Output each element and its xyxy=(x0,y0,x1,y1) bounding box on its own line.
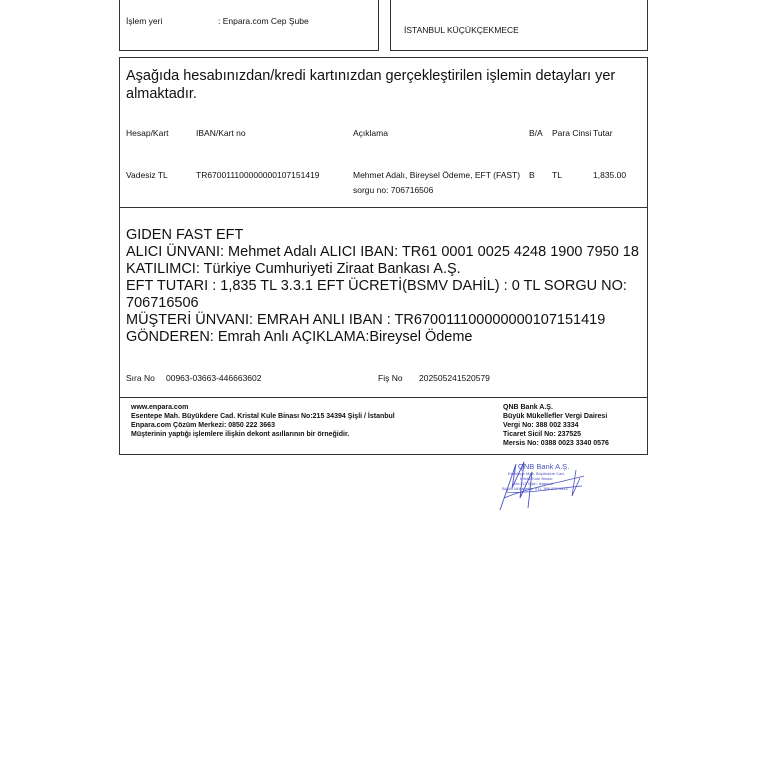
details-line-7: GÖNDEREN: Emrah Anlı AÇIKLAMA:Bireysel Ödeme xyxy=(126,329,473,345)
stamp-line-2: Kristal Kule Binası xyxy=(520,476,553,481)
islem-yeri-value: : Enpara.com Cep Şube xyxy=(218,16,309,26)
header-hesap: Hesap/Kart xyxy=(126,128,169,138)
row-ba: B xyxy=(529,170,535,180)
footer-left-2: Esentepe Mah. Büyükdere Cad. Kristal Kule Binası No:215 34394 Şişli / İstanbul xyxy=(131,413,395,420)
header-iban: IBAN/Kart no xyxy=(196,128,246,138)
footer-left-4: Müşterinin yaptığı işlemlere ilişkin dekont asıllarının bir örneğidir. xyxy=(131,431,350,438)
bank-stamp xyxy=(498,458,593,514)
sira-value: 00963-03663-446663602 xyxy=(166,373,262,383)
row-iban: TR670011100000000107151419 xyxy=(196,170,320,180)
stamp-line-1: Esentepe Mah. Büyükdere Cad. xyxy=(508,471,565,476)
footer-divider xyxy=(119,397,648,398)
header-para: Para Cinsi xyxy=(552,128,592,138)
footer-right-1: QNB Bank A.Ş. xyxy=(503,404,553,411)
row-aciklama-1: Mehmet Adalı, Bireysel Ödeme, EFT (FAST) xyxy=(353,170,521,180)
footer-left-3: Enpara.com Çözüm Merkezi: 0850 222 3663 xyxy=(131,422,275,429)
details-line-5: 706716506 xyxy=(126,295,199,311)
footer-right-2: Büyük Mükellefler Vergi Dairesi xyxy=(503,413,608,420)
location-value: İSTANBUL KÜÇÜKÇEKMECE xyxy=(404,25,519,35)
header-tutar: Tutar xyxy=(593,128,613,138)
header-aciklama: Açıklama xyxy=(353,128,388,138)
footer-right-4: Ticaret Sicil No: 237525 xyxy=(503,431,582,438)
fis-label: Fiş No xyxy=(378,373,403,383)
sira-label: Sıra No xyxy=(126,373,155,383)
islem-yeri-label: İşlem yeri xyxy=(126,16,163,26)
stamp-title: QNB Bank A.Ş. xyxy=(518,462,570,471)
footer-right-3: Vergi No: 388 002 3334 xyxy=(503,422,579,429)
signature-scribble xyxy=(498,458,593,514)
row-hesap: Vadesiz TL xyxy=(126,170,168,180)
row-tutar: 1,835.00 xyxy=(593,170,627,180)
details-line-4: EFT TUTARI : 1,835 TL 3.3.1 EFT ÜCRETİ(BSMV DAHİL) : 0 TL SORGU NO: xyxy=(126,278,627,294)
footer-left-1: www.enpara.com xyxy=(131,404,189,411)
row-aciklama-2: sorgu no: 706716506 xyxy=(353,185,434,195)
stamp-line-4: Büyük Mükellefler V.D. 388 002 3334 xyxy=(502,486,568,491)
details-line-3: KATILIMCI: Türkiye Cumhuriyeti Ziraat Bankası A.Ş. xyxy=(126,261,461,277)
footer-right-5: Mersis No: 0388 0023 3340 0576 xyxy=(503,440,609,447)
details-line-2: ALICI ÜNVANI: Mehmet Adalı ALICI IBAN: TR61 0001 0025 4248 1900 7950 18 xyxy=(126,244,639,260)
header-ba: B/A xyxy=(529,128,543,138)
intro-text-line2: almaktadır. xyxy=(126,86,197,102)
details-line-6: MÜŞTERİ ÜNVANI: EMRAH ANLI IBAN : TR670011100000000107151419 xyxy=(126,312,606,328)
stamp-line-3: No:215 Şişli / İstanbul xyxy=(514,481,553,486)
row-para: TL xyxy=(552,170,562,180)
intro-text-line1: Aşağıda hesabınızdan/kredi kartınızdan gerçekleştirilen işlemin detayları yer xyxy=(126,68,616,84)
fis-value: 202505241520579 xyxy=(419,373,490,383)
details-line-1: GIDEN FAST EFT xyxy=(126,227,244,243)
